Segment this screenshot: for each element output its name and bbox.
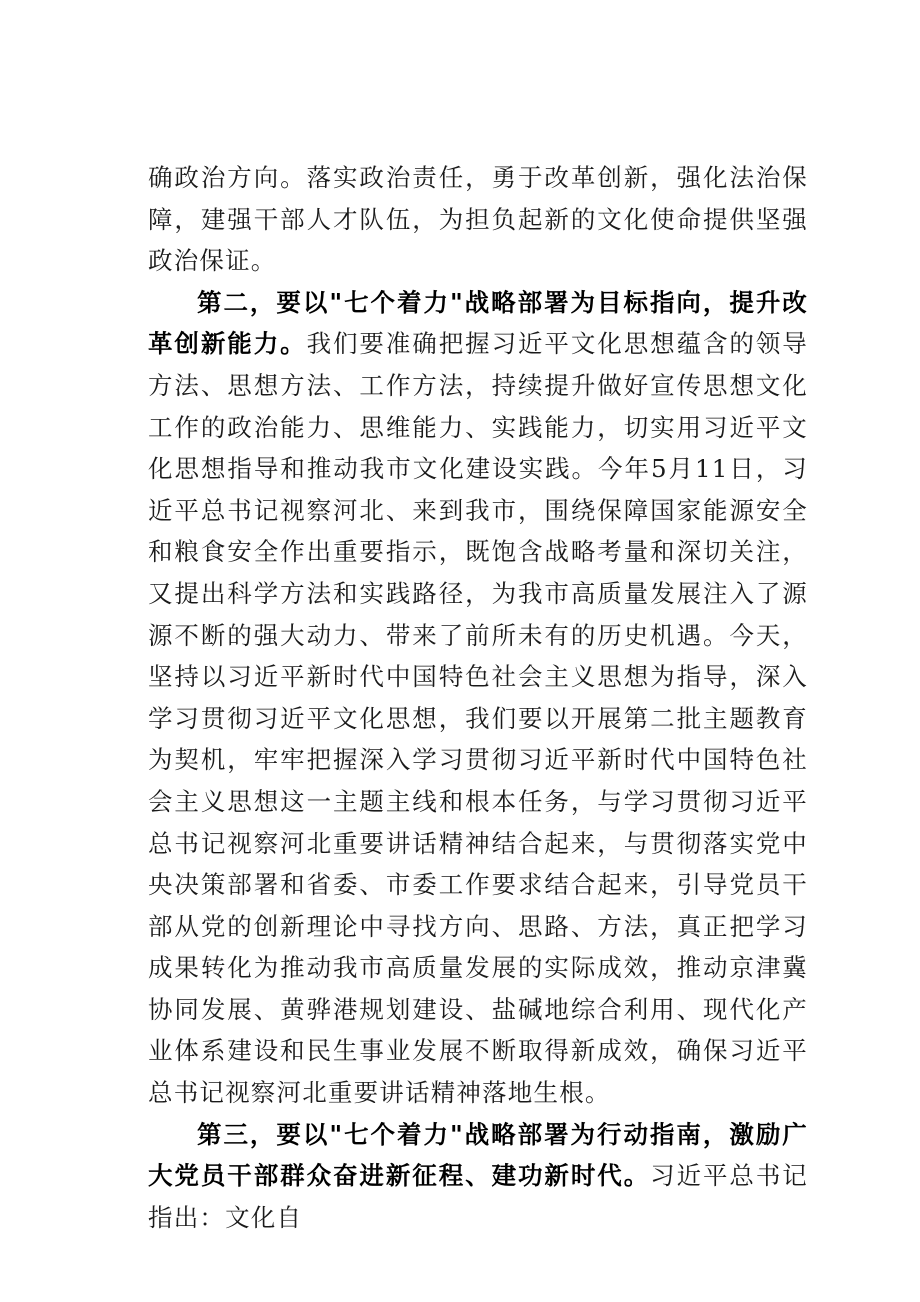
paragraph-2-text: 我们要准确把握习近平文化思想蕴含的领导方法、思想方法、工作方法，持续提升做好宣传思想文化工作的政治能力、思维能力、实践能力，切实用习近平文化思想指导和推动我市文化建设实践。今年5月11日，习近平总书记视察河北、来到我市，围绕保障国家能源安全和粮食安全作出重要指示，既饱含战略考量和深切关注，又提出科学方法和实践路径，为我市高质量发展注入了源源不断的强大动力、带来了前所未有的历史机遇。今天，坚持以习近平新时代中国特色社会主义思想为指导，深入学习贯彻习近平文化思想，我们要以开展第二批主题教育为契机，牢牢把握深入学习贯彻习近平新时代中国特色社会主义思想这一主题主线和根本任务，与学习贯彻习近平总书记视察河北重要讲话精神结合起来，与贯彻落实党中央决策部署和省委、市委工作要求结合起来，引导党员干部从党的创新理论中寻找方向、思路、方法，真正把学习成果转化为推动我市高质量发展的实际成效，推动京津冀协同发展、黄骅港规划建设、盐碱地综合利用、现代化产业体系建设和民生事业发展不断取得新成效，确保习近平总书记视察河北重要讲话精神落地生根。 [148, 329, 808, 1108]
paragraph-2-heading: 第二，要以"七个着力"战略部署为目标指向，提升改革创新能力。 [148, 287, 808, 359]
paragraph-third-point [148, 1114, 808, 1239]
paragraph-3-heading: 第三，要以"七个着力"战略部署为行动指南，激励广大党员干部群众奋进新征程、建功新时代。 [148, 1119, 808, 1191]
paragraph-second-point [148, 282, 808, 1114]
paragraph-3-text: 习近平总书记指出：文化自 [148, 1161, 808, 1232]
paragraph-continuation [148, 157, 808, 282]
paragraph-1-text: 确政治方向。落实政治责任，勇于改革创新，强化法治保障，建强干部人才队伍，为担负起新的文化使命提供坚强政治保证。 [148, 163, 808, 276]
document-body [148, 157, 808, 1238]
